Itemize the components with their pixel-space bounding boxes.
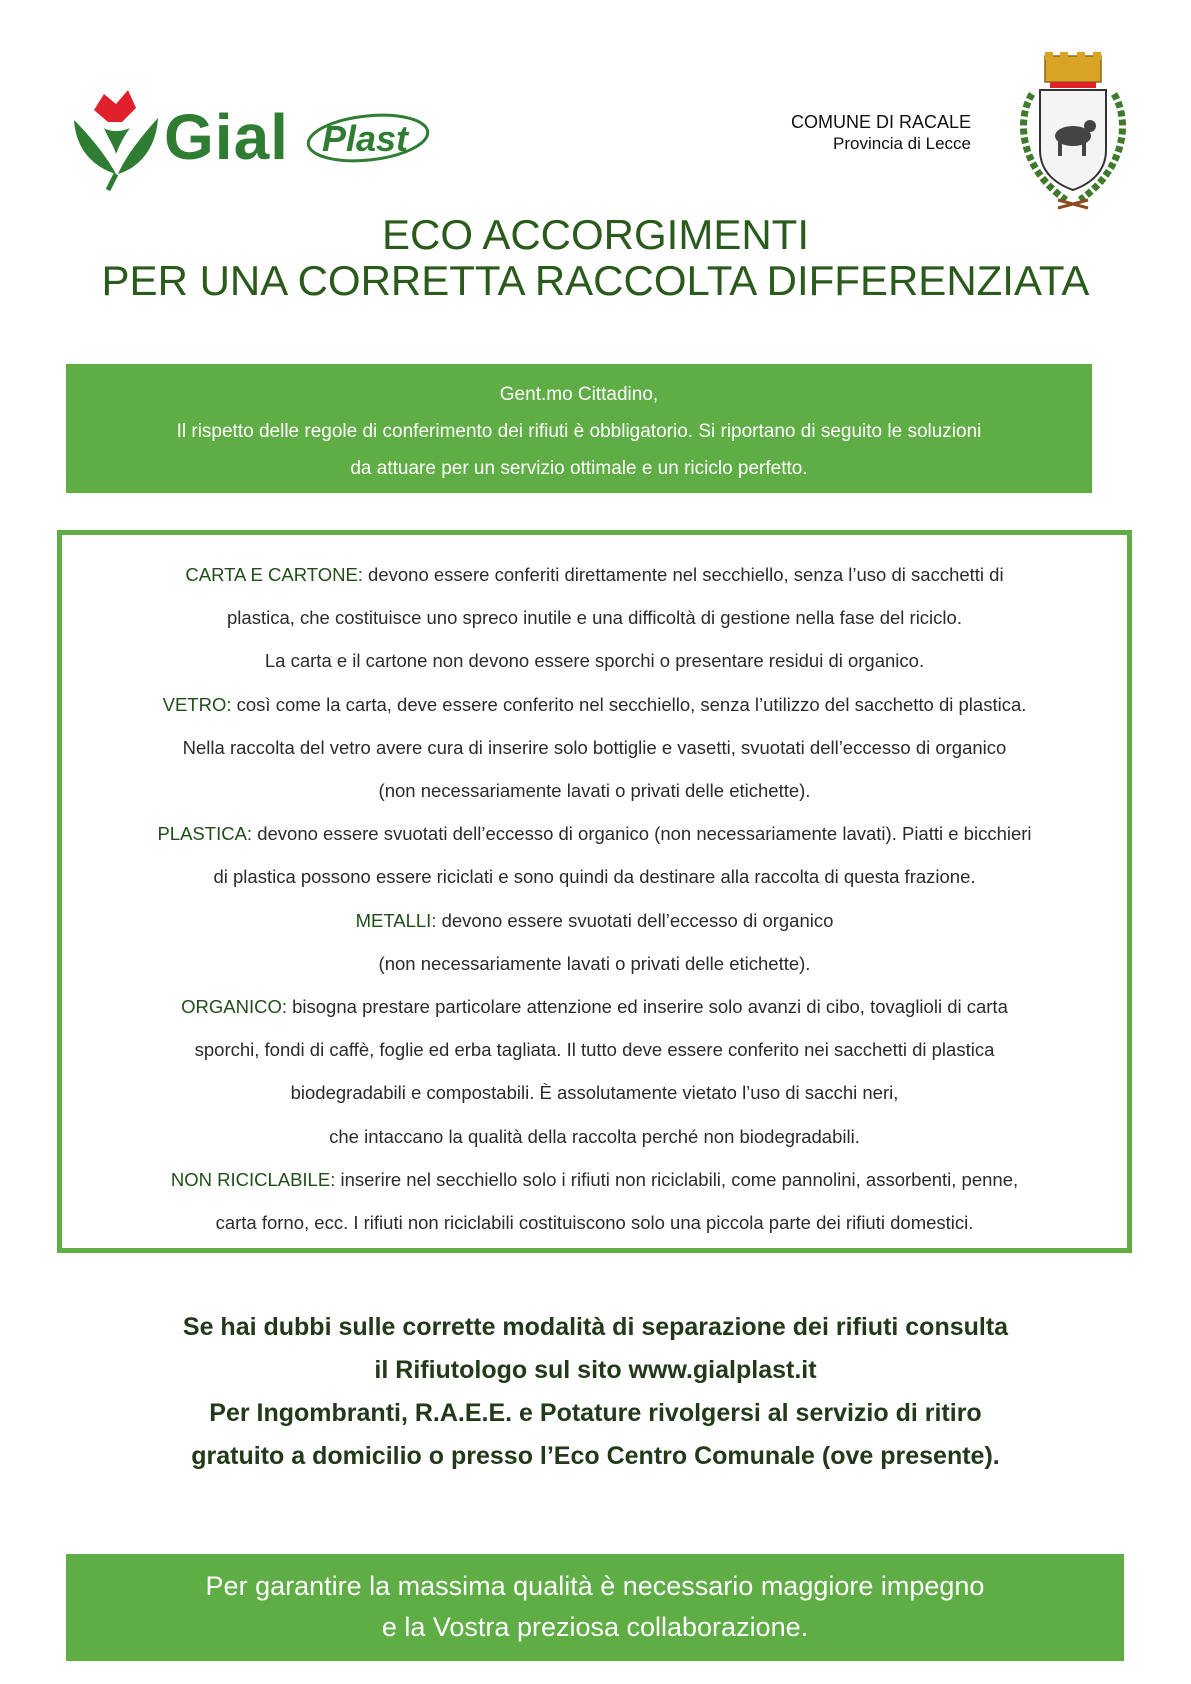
logo-plast-text: Plast — [322, 118, 409, 159]
rule-organico-label: ORGANICO: — [181, 996, 287, 1018]
rules-box — [57, 530, 1132, 1253]
rule-plastica-text-1: devono essere svuotati dell’eccesso di organico (non necessariamente lavati). Piatti e bicchieri — [252, 823, 1032, 845]
title-line-1: ECO ACCORGIMENTI — [381, 211, 810, 258]
greeting-line-2: Il rispetto delle regole di conferimento dei rifiuti è obbligatorio. Si riportano di seguito le soluzioni — [176, 421, 982, 442]
rule-plastica-label: PLASTICA: — [157, 823, 253, 845]
rule-plastica-line-1 — [62, 812, 1127, 855]
rule-organico-text-1: bisogna prestare particolare attenzione ed inserire solo avanzi di cibo, tovaglioli di carta — [286, 996, 1008, 1018]
rule-carta-line-3: La carta e il cartone non devono essere sporchi o presentare residui di organico. — [264, 650, 925, 672]
rule-vetro-line-3: (non necessariamente lavati o privati delle etichette). — [378, 780, 811, 802]
title-line-2: PER UNA CORRETTA RACCOLTA DIFFERENZIATA — [101, 257, 1090, 304]
rule-metalli-text-1: devono essere svuotati dell’eccesso di organico — [436, 909, 834, 931]
rule-non-riciclabile-line-1 — [62, 1158, 1127, 1201]
rule-non-riciclabile-label: NON RICICLABILE: — [170, 1168, 336, 1190]
rule-carta-label: CARTA E CARTONE: — [185, 564, 363, 585]
greeting-line-1: Gent.mo Cittadino, — [499, 384, 659, 405]
flower-logo-icon — [64, 82, 169, 192]
rule-organico-line-2: sporchi, fondi di caffè, foglie ed erba tagliata. Il tutto deve essere conferito nei sacchetti di plastica — [194, 1039, 995, 1061]
rule-metalli-label: METALLI: — [355, 909, 437, 931]
footer-line-1: Per garantire la massima qualità è necessario maggiore impegno — [205, 1571, 985, 1601]
greeting-line-3: da attuare per un servizio ottimale e un riciclo perfetto. — [350, 458, 808, 479]
logo-gial-text: Gial — [164, 101, 289, 173]
coat-of-arms-icon — [1010, 50, 1135, 215]
comune-province: Provincia di Lecce — [833, 134, 971, 153]
info-line-1: Se hai dubbi sulle corrette modalità di separazione dei rifiuti consulta — [182, 1313, 1009, 1341]
rule-vetro-label: VETRO: — [162, 693, 232, 715]
info-line-2: il Rifiutologo sul sito www.gialplast.it — [374, 1356, 817, 1384]
rule-vetro-line-1 — [62, 683, 1127, 726]
rule-organico-line-1 — [62, 985, 1127, 1028]
footer-line-2: e la Vostra preziosa collaborazione. — [381, 1612, 809, 1642]
info-line-4: gratuito a domicilio o presso l’Eco Centro Comunale (ove presente). — [191, 1442, 1000, 1470]
rule-metalli-line-1 — [62, 899, 1127, 942]
gialplast-logo — [64, 82, 444, 192]
rule-non-riciclabile-text-1: inserire nel secchiello solo i rifiuti non riciclabili, come pannolini, assorbenti, penne, — [335, 1168, 1019, 1190]
comune-header — [791, 112, 971, 154]
rule-non-riciclabile-line-2: carta forno, ecc. I rifiuti non riciclabili costituiscono solo una piccola parte dei rifiuti domestici. — [215, 1212, 974, 1234]
info-section — [0, 1306, 1191, 1478]
rule-plastica-line-2: di plastica possono essere riciclati e sono quindi da destinare alla raccolta di questa frazione. — [213, 866, 976, 888]
rule-metalli-line-2: (non necessariamente lavati o privati delle etichette). — [378, 952, 811, 974]
rule-vetro-text-1: così come la carta, deve essere conferito nel secchiello, senza l’utilizzo del sacchetto di plastica. — [231, 693, 1027, 715]
page-title — [0, 212, 1191, 304]
rule-organico-line-3: biodegradabili e compostabili. È assolutamente vietato l’uso di sacchi neri, — [290, 1082, 899, 1104]
rule-organico-line-4: che intaccano la qualità della raccolta perché non biodegradabili. — [329, 1125, 860, 1147]
rule-carta-line-1 — [62, 553, 1127, 596]
info-line-3: Per Ingombranti, R.A.E.E. e Potature rivolgersi al servizio di ritiro — [209, 1399, 982, 1427]
greeting-box — [66, 364, 1092, 493]
footer-box — [66, 1554, 1124, 1661]
comune-name: COMUNE DI RACALE — [790, 112, 971, 132]
rule-vetro-line-2: Nella raccolta del vetro avere cura di inserire solo bottiglie e vasetti, svuotati dell’eccesso di organico — [182, 736, 1007, 758]
rule-carta-text-1: devono essere conferiti direttamente nel secchiello, senza l’uso di sacchetti di — [362, 564, 1004, 585]
rule-carta-line-2: plastica, che costituisce uno spreco inutile e una difficoltà di gestione nella fase del riciclo. — [227, 607, 962, 629]
